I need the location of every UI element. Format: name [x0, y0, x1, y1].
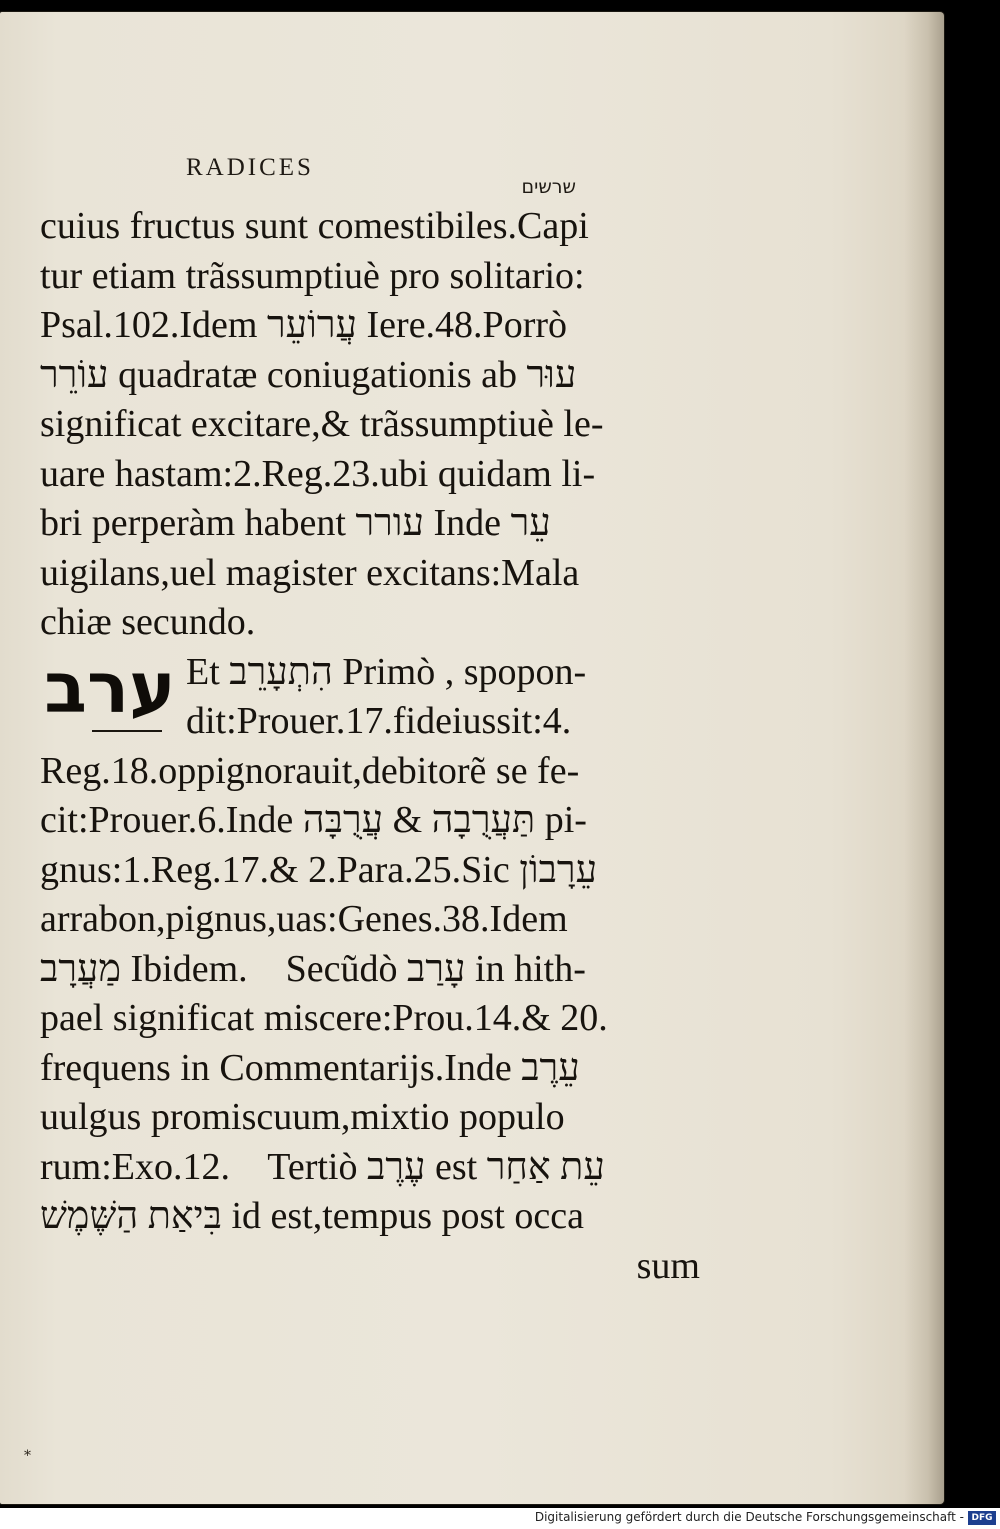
text-line: Et הִתְעָרֵב Primò , spopon-: [186, 650, 587, 693]
text-line: עוֹרֵר quadratæ coniugationis ab עוּר: [40, 353, 577, 396]
text-line: uigilans,uel magister excitans:Mala: [40, 551, 580, 594]
entry-heading-lines: [180, 648, 700, 747]
digitization-footer: [0, 1508, 1000, 1529]
main-text-block: [40, 202, 700, 1291]
entry-heading-block: [40, 648, 700, 747]
text-line: בִּיאַת הַשֶּׁמֶשׁ id est,tempus post occa: [40, 1195, 584, 1237]
text-line: uare hastam:2.Reg.23.ubi quidam li-: [40, 452, 596, 495]
footer-credit-text: Digitalisierung gefördert durch die Deutsche Forschungsgemeinschaft -: [534, 1510, 964, 1524]
text-line: מַעֲרָב Ibidem. Secũdò עָרַב in hith-: [40, 947, 586, 990]
entry-headword: ערב: [40, 648, 180, 747]
text-line: Psal.102.Idem עֲרוֹעֵר Iere.48.Porrò: [40, 304, 567, 346]
text-line: frequens in Commentarijs.Inde עֵרֶב: [40, 1046, 580, 1089]
text-line: significat excitare,& trãssumptiuè le-: [40, 403, 604, 445]
text-line: rum:Exo.12. Tertiò עֶרֶב est עֵת אַחַר: [40, 1145, 605, 1188]
text-line: pael significat miscere:Prou.14.& 20.: [40, 997, 608, 1039]
dfg-logo-icon[interactable]: DFG: [968, 1511, 996, 1525]
text-line: chiæ secundo.: [40, 601, 256, 643]
text-line: uulgus promiscuum,mixtio populo: [40, 1096, 565, 1138]
text-line: cit:Prouer.6.Inde תַּעֲרֻבָה & עֲרֻבָּה pi-: [40, 799, 587, 841]
page-header: [186, 154, 576, 198]
text-line: tur etiam trãssumptiuè pro solitario:: [40, 254, 585, 297]
text-line: arrabon,pignus,uas:Genes.38.Idem: [40, 898, 568, 940]
text-line: Reg.18.oppignorauit,debitorẽ se fe-: [40, 749, 580, 792]
text-line: gnus:1.Reg.17.& 2.Para.25.Sic עֵרָבוֹן: [40, 848, 598, 891]
text-line: cuius fructus sunt comestibiles.Capi: [40, 205, 589, 247]
text-line: dit:Prouer.17.fideiussit:4.: [186, 700, 572, 742]
running-head-hebrew: שרשים: [521, 176, 576, 198]
text-line: bri perperàm habent עורר Inde עֵר: [40, 502, 551, 544]
running-head-latin: RADICES: [186, 154, 314, 181]
footnote-mark: *: [24, 1448, 31, 1464]
catchword: sum: [636, 1244, 700, 1287]
page-edge-shadow: [904, 12, 944, 1504]
book-page: [0, 12, 944, 1504]
